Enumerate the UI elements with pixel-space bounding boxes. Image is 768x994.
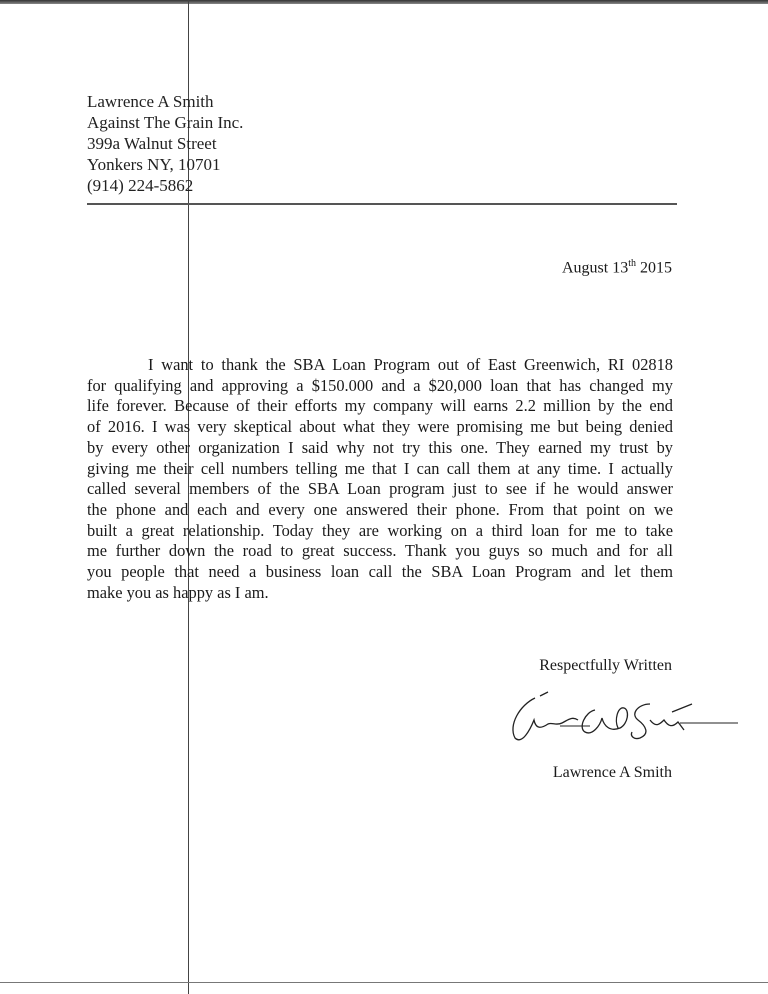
signature-name: Lawrence A Smith — [552, 764, 672, 781]
body-line: by every other organization I said why not try this one. They earned my trust by — [87, 437, 673, 457]
body-line: me further down the road to great success. Thank you guys so much and for all — [87, 541, 673, 561]
letter-date — [562, 258, 672, 277]
letter-body — [87, 355, 673, 603]
body-line: the phone and each and every one answered their phone. From that point on we — [87, 499, 673, 519]
body-line: for qualifying and approving a $150.000 and a $20,000 loan that has changed my — [87, 375, 673, 395]
body-line: I want to thank the SBA Loan Program out of East Greenwich, RI 02818 — [148, 355, 673, 374]
date-day: August 13 — [561, 259, 629, 277]
body-line: giving me their cell numbers telling me that I can call them at any time. I actually — [87, 458, 673, 478]
body-line: you people that need a business loan call the SBA Loan Program and let them — [87, 562, 673, 582]
sender-street: 399a Walnut Street — [87, 134, 217, 153]
letterhead-divider — [87, 203, 677, 205]
scan-bottom-edge — [0, 982, 768, 983]
body-line: called several members of the SBA Loan program just to see if he would answer — [87, 479, 673, 499]
handwritten-signature — [500, 690, 740, 750]
body-line: of 2016. I was very skeptical about what they were promising me but being denied — [87, 417, 673, 437]
date-year: 2015 — [640, 259, 672, 277]
body-line: built a great relationship. Today they are working on a third loan for me to take — [87, 520, 673, 540]
date-suffix: th — [628, 258, 636, 269]
sender-name: Lawrence A Smith — [87, 92, 214, 111]
sender-phone: (914) 224-5862 — [87, 176, 194, 195]
sender-city: Yonkers NY, 10701 — [87, 155, 221, 174]
sender-company: Against The Grain Inc. — [87, 113, 244, 132]
body-line: make you as happy as I am. — [87, 582, 269, 602]
sender-letterhead — [87, 91, 243, 196]
scan-top-edge — [0, 0, 768, 4]
closing: Respectfully Written — [539, 657, 672, 674]
body-line: life forever. Because of their efforts my company will earns 2.2 million by the end — [87, 396, 673, 416]
